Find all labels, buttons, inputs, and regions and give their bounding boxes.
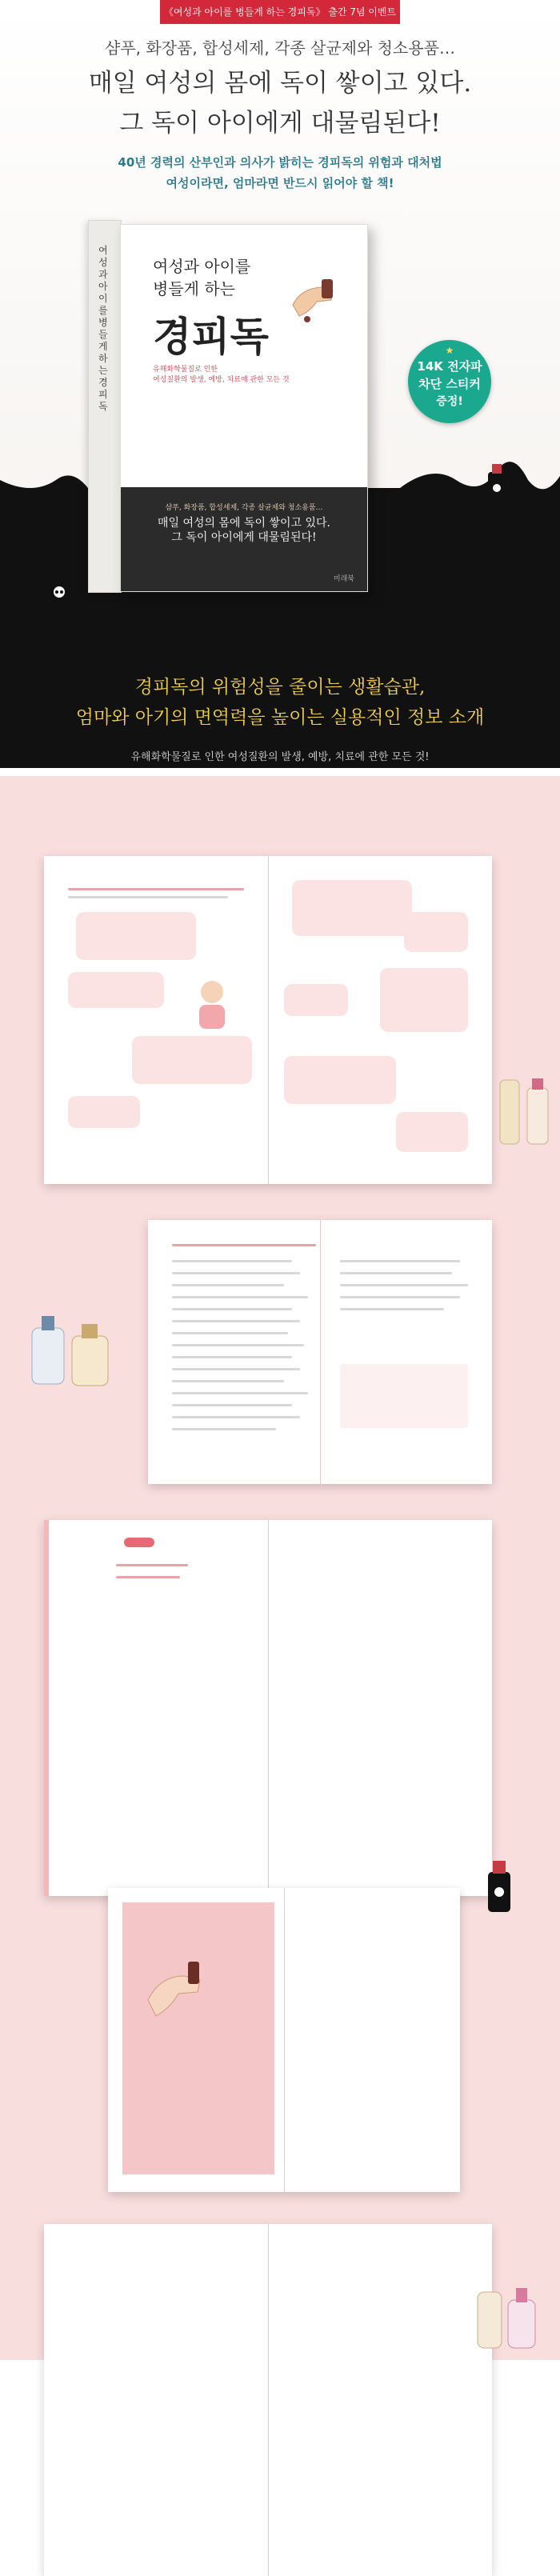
spread-bubble xyxy=(396,1112,468,1152)
spread-text-line xyxy=(172,1368,300,1370)
book-title-top xyxy=(153,255,250,300)
skincare-bottles-icon xyxy=(468,2272,548,2352)
hero-subtitle-2: 여성이라면, 엄마라면 반드시 읽어야 할 책! xyxy=(166,176,394,190)
page-spread-4 xyxy=(108,1888,460,2192)
spread-fold xyxy=(320,1220,321,1484)
spread-bubble xyxy=(404,912,468,952)
spread-text-line xyxy=(172,1404,292,1406)
book-lower-line-1: 매일 여성의 몸에 독이 쌓이고 있다. xyxy=(157,517,331,530)
spread-text-line xyxy=(172,1356,292,1358)
poison-bottle-icon xyxy=(480,456,536,512)
spread-bubble xyxy=(284,1056,396,1104)
page-preview-section xyxy=(0,776,560,2360)
spread-text-line xyxy=(340,1284,468,1286)
sticker-line-3: 증정! xyxy=(436,395,463,408)
spread-text-line xyxy=(172,1284,284,1286)
book-lower-line-2: 그 독이 아이에게 대물림된다! xyxy=(171,531,317,544)
page-spread-1 xyxy=(44,856,492,1184)
spread-bubble xyxy=(76,912,196,960)
book-cover-lower xyxy=(121,487,367,591)
book-title-line-2: 병들게 하는 xyxy=(153,279,235,298)
spread-note-box xyxy=(340,1364,468,1428)
spread-text-line xyxy=(340,1260,460,1262)
spread-fold xyxy=(268,2224,269,2576)
book-title-line-1: 여성과 아이를 xyxy=(153,257,251,276)
spread-side-stripe xyxy=(44,1520,49,1896)
event-banner[interactable]: 《여성과 아이를 병들게 하는 경피독》 출간 7념 이벤트 xyxy=(160,0,400,24)
hero-headline-1: 매일 여성의 몸에 독이 쌓이고 있다. xyxy=(88,69,472,98)
spread-text-line xyxy=(172,1260,292,1262)
book-cover-sub-line-2: 여성질환의 발생, 예방, 치료에 관한 모든 것 xyxy=(153,376,290,384)
detergent-bottle-icon xyxy=(24,1304,120,1392)
hero-intro-text: 샴푸, 화장품, 합성세제, 각종 살균제와 청소용품… xyxy=(105,38,455,58)
spread-text-line xyxy=(68,888,244,890)
spread-text-line xyxy=(172,1272,300,1274)
spread-bubble xyxy=(68,1096,140,1128)
book-publisher: 미래북 xyxy=(333,575,354,583)
spread-fold xyxy=(268,1520,269,1896)
spread-text-line xyxy=(172,1244,316,1246)
spread-text-line xyxy=(172,1392,308,1394)
spread-bubble xyxy=(132,1036,252,1084)
spread-text-line xyxy=(172,1320,300,1322)
spread-text-line xyxy=(340,1296,460,1298)
hero-subtitle-1: 40년 경력의 산부인과 의사가 밝히는 경피독의 위험과 대처법 xyxy=(118,155,442,170)
hand-icon xyxy=(285,273,341,329)
spread-text-line xyxy=(172,1296,308,1298)
hand-with-bottle-icon xyxy=(140,1952,212,2032)
sticker-line-2: 차단 스티커 xyxy=(418,377,481,391)
spread-text-line xyxy=(116,1576,180,1578)
spread-fold xyxy=(284,1888,285,2192)
spread-text-line xyxy=(172,1308,292,1310)
skull-icon xyxy=(50,584,69,603)
book-lower-text xyxy=(132,516,356,545)
spread-text-line xyxy=(172,1380,284,1382)
spine-title: 여성과 아이를 병들게 하는 경피독 xyxy=(98,245,108,412)
book-cover xyxy=(120,224,368,592)
spread-text-line xyxy=(172,1344,304,1346)
doctor-illustration-icon xyxy=(188,976,236,1032)
spread-text-line xyxy=(340,1272,452,1274)
book-spine xyxy=(88,220,122,593)
book-title-main: 경피독 xyxy=(153,313,269,360)
spread-image-panel xyxy=(122,1902,274,2174)
book-cover-sub-line-1: 유해화학물질로 인한 xyxy=(153,366,218,374)
spread-bubble xyxy=(380,968,468,1032)
band-subtext: 유해화학물질로 인한 여성질환의 발생, 예방, 치료에 관한 모든 것! xyxy=(130,751,430,763)
spread-text-line xyxy=(172,1428,276,1430)
book-cover-subtitle xyxy=(153,365,345,386)
spread-text-line xyxy=(68,896,228,898)
page-spread-2 xyxy=(148,1220,492,1484)
cosmetic-tube-icon xyxy=(492,1072,556,1152)
spread-bubble xyxy=(292,880,412,936)
spread-bubble xyxy=(284,984,348,1016)
hero-headline-2: 그 독이 아이에게 대물림된다! xyxy=(119,109,441,138)
band-headline-2: 엄마와 아기의 면역력을 높이는 실용적인 정보 소개 xyxy=(75,707,485,728)
emf-sticker-badge xyxy=(408,340,491,423)
spread-fold xyxy=(268,856,269,1184)
poison-bottle-icon xyxy=(468,1848,532,1920)
chapter-chip xyxy=(124,1538,154,1547)
sticker-line-1: 14K 전자파 xyxy=(417,359,482,374)
spread-bubble xyxy=(68,972,164,1008)
book-lower-small: 샴푸, 화장품, 합성세제, 각종 살균제와 청소용품… xyxy=(165,504,323,512)
spread-text-line xyxy=(340,1308,444,1310)
spread-text-line xyxy=(172,1332,288,1334)
star-icon: ★ xyxy=(445,345,454,356)
page-spread-3 xyxy=(44,1520,492,1896)
spread-text-line xyxy=(116,1564,188,1566)
page-spread-5 xyxy=(44,2224,492,2576)
spread-text-line xyxy=(172,1416,300,1418)
band-headline-1: 경피독의 위험성을 줄이는 생활습관, xyxy=(134,677,426,698)
